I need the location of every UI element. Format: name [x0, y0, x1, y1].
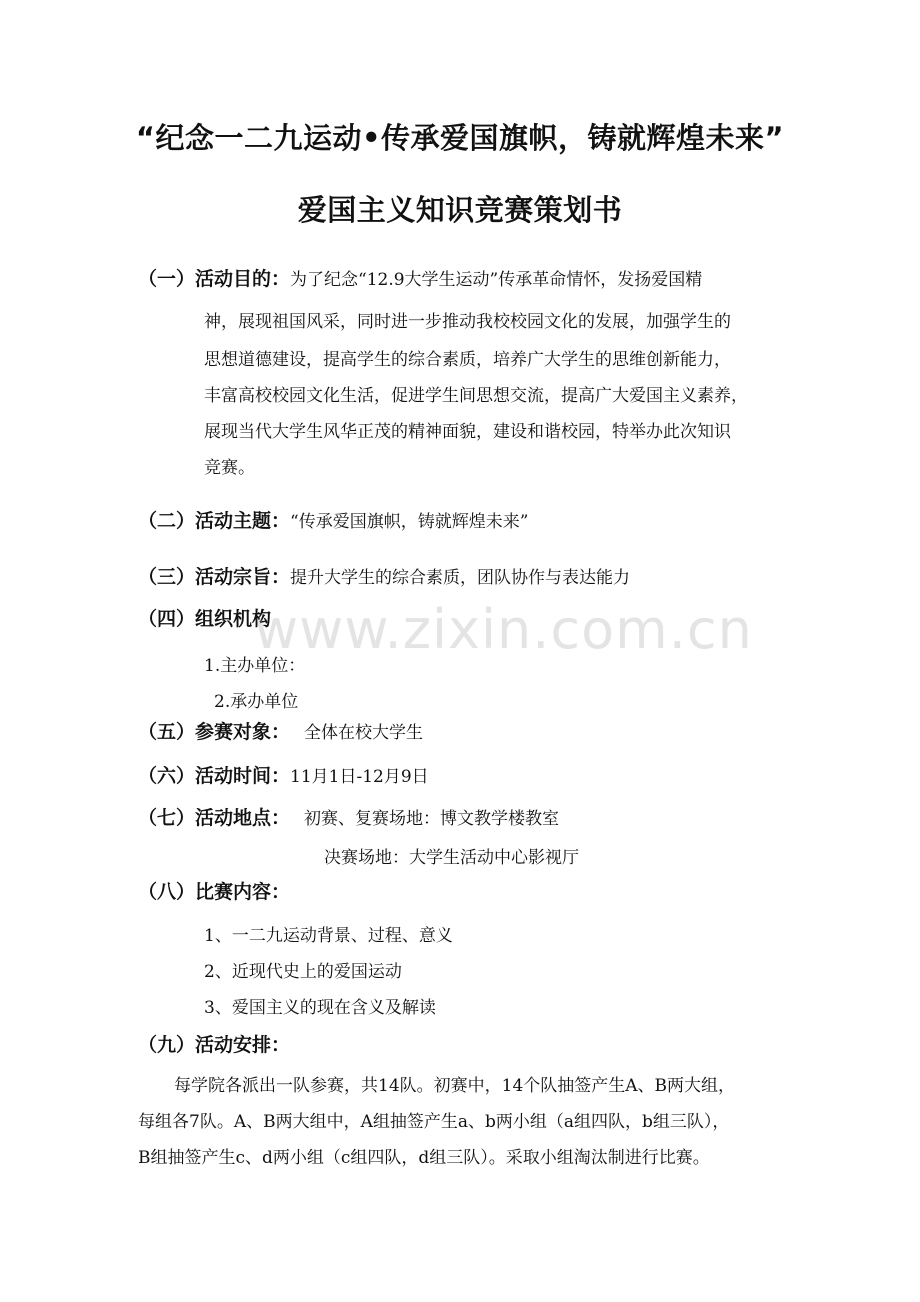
- section-9-line-2: 每组各7队。A、B两大组中，A组抽签产生a、b两小组（a组四队，b组三队），: [138, 1112, 730, 1132]
- section-5: [138, 717, 423, 744]
- section-1-heading: （一）活动目的：: [138, 268, 291, 290]
- section-1-line-2: 神，展现祖国风采，同时进一步推动我校校园文化的发展，加强学生的: [204, 312, 731, 332]
- section-9-heading: （九）活动安排：: [138, 1034, 291, 1056]
- section-2-text: “传承爱国旗帜，铸就辉煌未来”: [290, 512, 529, 532]
- section-7-line-1: 初赛、复赛场地：博文教学楼教室: [304, 809, 560, 829]
- section-8: [138, 877, 290, 904]
- section-5-heading: （五）参赛对象：: [138, 721, 291, 743]
- section-8-heading: （八）比赛内容：: [138, 881, 291, 903]
- section-2: [138, 506, 528, 533]
- section-8-item-1: 1、一二九运动背景、过程、意义: [204, 926, 453, 946]
- section-6-heading: （六）活动时间：: [138, 765, 291, 787]
- section-1-line-1: 为了纪念“12.9大学生运动”传承革命情怀，发扬爱国精: [290, 270, 703, 290]
- section-3-heading: （三）活动宗旨：: [138, 566, 291, 588]
- section-4-item-2: 2.承办单位: [214, 692, 299, 712]
- section-1: [138, 264, 702, 291]
- section-6-text: 11月1日-12月9日: [290, 767, 429, 787]
- section-5-text: 全体在校大学生: [304, 723, 424, 743]
- section-6: [138, 761, 429, 788]
- section-4-item-1: 1.主办单位：: [204, 656, 306, 676]
- document-title-line1: “纪念一二九运动•传承爱国旗帜，铸就辉煌未来”: [135, 121, 785, 155]
- watermark: www.zixin.com.cn: [254, 598, 753, 661]
- section-8-item-2: 2、近现代史上的爱国运动: [204, 962, 402, 982]
- section-1-line-5: 展现当代大学生风华正茂的精神面貌，建设和谐校园，特举办此次知识: [204, 422, 731, 442]
- section-2-heading: （二）活动主题：: [138, 510, 291, 532]
- section-7: [138, 803, 559, 830]
- section-9-line-1: 每学院各派出一队参赛，共14队。初赛中，14个队抽签产生A、B两大组，: [174, 1076, 736, 1096]
- section-1-line-6: 竞赛。: [204, 458, 255, 478]
- section-1-line-4: 丰富高校校园文化生活，促进学生间思想交流，提高广大爱国主义素养，: [204, 386, 748, 406]
- section-9: [138, 1030, 290, 1057]
- section-4: [138, 604, 271, 631]
- section-7-line-2: 决赛场地：大学生活动中心影视厅: [324, 848, 579, 868]
- section-7-heading: （七）活动地点：: [138, 807, 291, 829]
- section-9-line-3: B组抽签产生c、d两小组（c组四队，d组三队）。采取小组淘汰制进行比赛。: [138, 1148, 710, 1168]
- section-3: [138, 562, 630, 589]
- document-title-line2: 爱国主义知识竞赛策划书: [297, 193, 623, 227]
- section-3-text: 提升大学生的综合素质，团队协作与表达能力: [290, 568, 631, 588]
- section-8-item-3: 3、爱国主义的现在含义及解读: [204, 998, 436, 1018]
- section-1-line-3: 思想道德建设，提高学生的综合素质，培养广大学生的思维创新能力，: [204, 350, 731, 370]
- section-4-heading: （四）组织机构: [138, 608, 272, 630]
